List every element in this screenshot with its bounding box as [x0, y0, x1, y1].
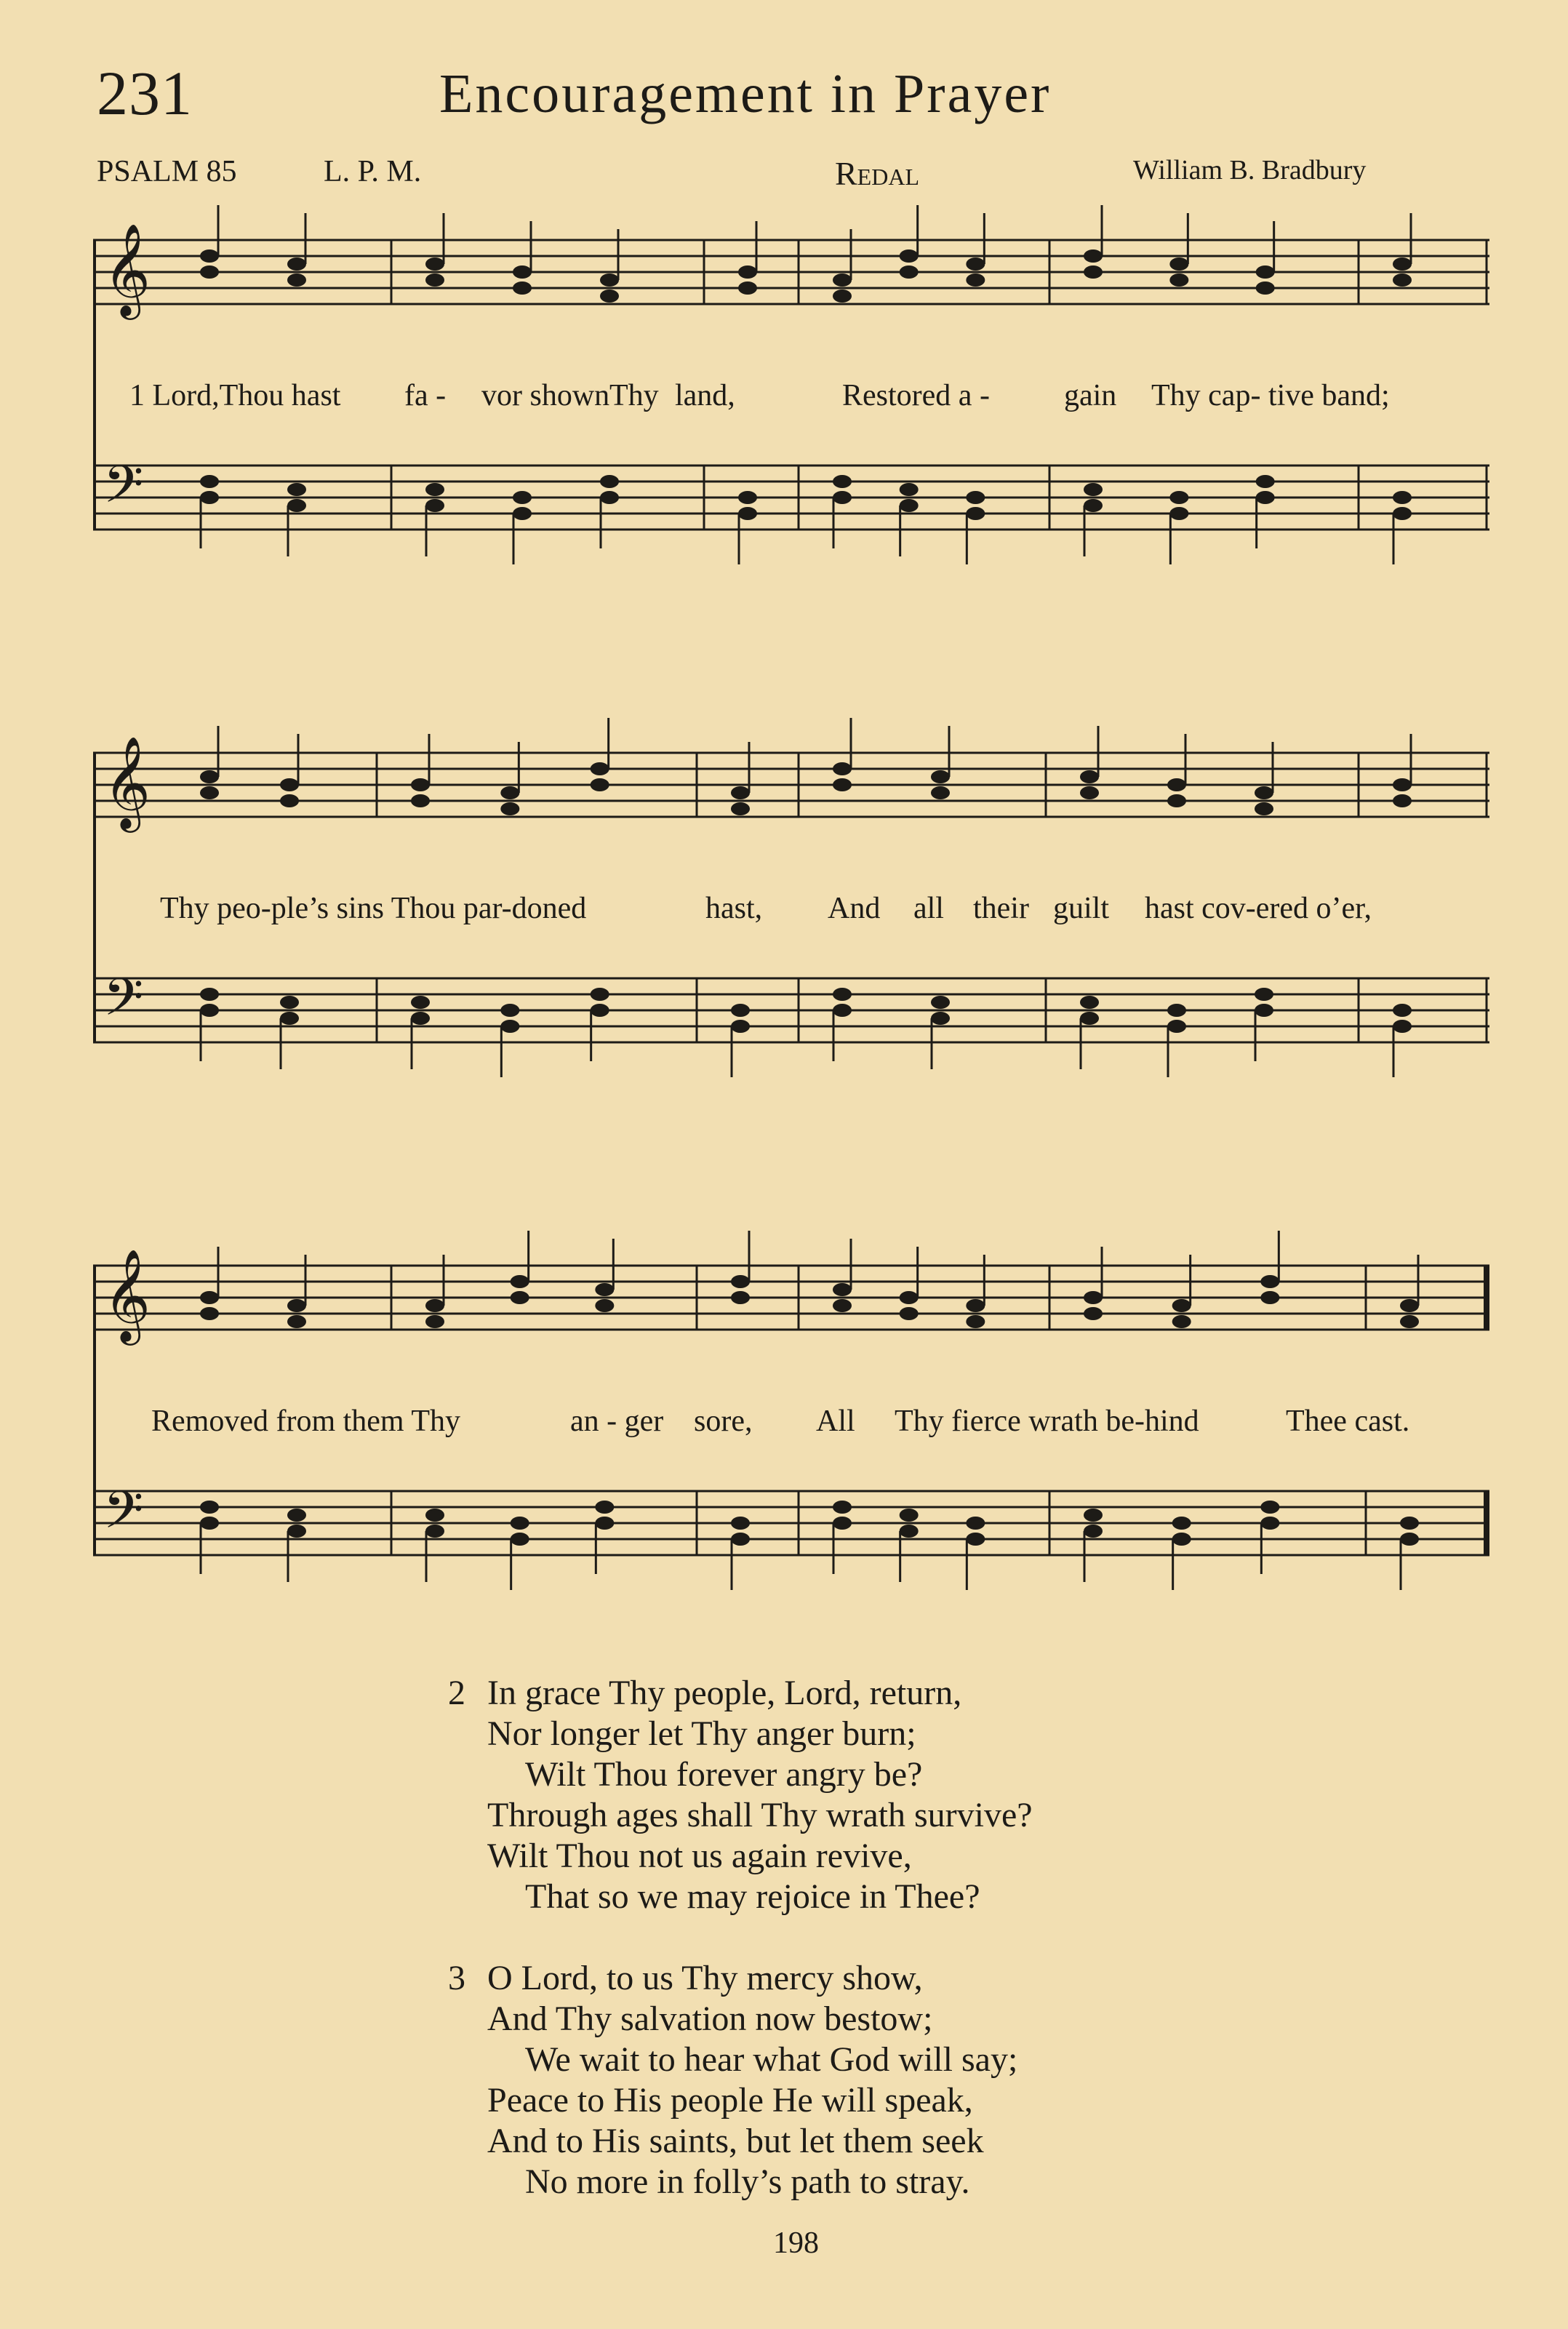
- bass-notehead: [200, 1501, 219, 1514]
- bass-notehead: [591, 988, 609, 1001]
- bass-clef-icon: 𝄢: [103, 967, 144, 1040]
- treble-notehead: [287, 257, 306, 271]
- treble-notehead: [1260, 1291, 1279, 1304]
- bass-notehead: [200, 1004, 219, 1017]
- treble-notehead: [1400, 1299, 1419, 1312]
- bass-notehead: [900, 499, 919, 512]
- treble-notehead: [287, 1315, 306, 1328]
- bass-notehead: [1084, 483, 1103, 496]
- treble-notehead: [1393, 257, 1412, 271]
- treble-notehead: [731, 1291, 750, 1304]
- treble-notehead: [411, 794, 430, 807]
- bass-notehead: [287, 1509, 306, 1522]
- bass-notehead: [1400, 1533, 1419, 1546]
- lyric-line-3: [93, 1404, 1489, 1447]
- treble-notehead: [287, 273, 306, 287]
- verse-line: Nor longer let Thy anger burn;: [487, 1714, 916, 1753]
- treble-notehead: [1255, 786, 1273, 799]
- lyric-syllable: sore,: [694, 1405, 753, 1438]
- treble-notehead: [600, 289, 619, 303]
- verse-line: And to His saints, but let them seek: [487, 2122, 984, 2160]
- bass-notehead: [1260, 1517, 1279, 1530]
- treble-notehead: [1084, 249, 1103, 263]
- bass-notehead: [280, 996, 299, 1009]
- treble-notehead: [931, 770, 950, 783]
- treble-notehead: [833, 778, 852, 791]
- bass-notehead: [833, 1004, 852, 1017]
- treble-notehead: [1400, 1315, 1419, 1328]
- music-system-1: [93, 189, 1489, 596]
- stanza-number: 3: [448, 1959, 465, 1997]
- tune-name: Redal: [835, 155, 919, 192]
- treble-notehead: [833, 1299, 852, 1312]
- treble-notehead: [900, 249, 919, 263]
- treble-notehead: [513, 281, 532, 295]
- lyric-syllable: Thy fierce wrath be-hind: [895, 1405, 1199, 1438]
- treble-notehead: [500, 786, 519, 799]
- bass-notehead: [1172, 1533, 1191, 1546]
- treble-notehead: [513, 265, 532, 279]
- hymn-title: Encouragement in Prayer: [439, 63, 1052, 124]
- treble-notehead: [1255, 802, 1273, 815]
- treble-notehead: [900, 1307, 919, 1320]
- bass-notehead: [966, 1517, 985, 1530]
- treble-notehead: [833, 1283, 852, 1296]
- treble-notehead: [1260, 1275, 1279, 1288]
- lyric-syllable: Restored a -: [842, 379, 990, 412]
- hymn-number: 231: [97, 58, 193, 128]
- lyric-syllable: Thy cap- tive band;: [1151, 379, 1390, 412]
- treble-notehead: [833, 273, 852, 287]
- treble-notehead: [511, 1275, 529, 1288]
- bass-notehead: [600, 475, 619, 488]
- bass-notehead: [900, 1509, 919, 1522]
- bass-notehead: [1393, 1020, 1412, 1033]
- treble-notehead: [280, 778, 299, 791]
- treble-notehead: [731, 802, 750, 815]
- treble-notehead: [731, 1275, 750, 1288]
- treble-notehead: [425, 273, 444, 287]
- treble-notehead: [833, 762, 852, 775]
- bass-notehead: [731, 1533, 750, 1546]
- treble-notehead: [425, 257, 444, 271]
- lyric-syllable: land,: [675, 379, 735, 412]
- treble-notehead: [200, 249, 219, 263]
- psalm-reference: PSALM 85: [97, 155, 237, 188]
- treble-notehead: [425, 1299, 444, 1312]
- treble-notehead: [738, 265, 757, 279]
- bass-notehead: [731, 1517, 750, 1530]
- bass-notehead: [287, 1525, 306, 1538]
- treble-notehead: [1393, 794, 1412, 807]
- lyric-syllable: hast cov-ered o’er,: [1145, 892, 1372, 925]
- bass-notehead: [1255, 988, 1273, 1001]
- bass-notehead: [1169, 491, 1188, 504]
- bass-notehead: [1167, 1004, 1186, 1017]
- lyric-syllable: 1 Lord,Thou hast: [129, 379, 341, 412]
- lyric-syllable: hast,: [705, 892, 763, 925]
- stanza-number: 2: [448, 1674, 465, 1712]
- bass-notehead: [280, 1012, 299, 1025]
- bass-notehead: [966, 1533, 985, 1546]
- treble-notehead: [1084, 1291, 1103, 1304]
- bass-notehead: [200, 988, 219, 1001]
- bass-notehead: [200, 475, 219, 488]
- verse-line: Through ages shall Thy wrath survive?: [487, 1796, 1033, 1834]
- bass-notehead: [425, 483, 444, 496]
- bass-notehead: [833, 475, 852, 488]
- lyric-syllable: fa -: [404, 379, 447, 412]
- treble-notehead: [1256, 265, 1275, 279]
- treble-notehead: [1172, 1299, 1191, 1312]
- bass-notehead: [1393, 491, 1412, 504]
- page-number: 198: [773, 2226, 819, 2260]
- lyric-syllable: all: [913, 892, 944, 925]
- bass-notehead: [511, 1533, 529, 1546]
- treble-notehead: [595, 1283, 614, 1296]
- verse-line: Wilt Thou forever angry be?: [525, 1755, 923, 1794]
- treble-notehead: [833, 289, 852, 303]
- lyric-syllable: Removed from them Thy: [151, 1405, 460, 1438]
- bass-notehead: [833, 1517, 852, 1530]
- treble-notehead: [595, 1299, 614, 1312]
- bass-notehead: [600, 491, 619, 504]
- bass-notehead: [411, 996, 430, 1009]
- treble-notehead: [411, 778, 430, 791]
- verse-line: Peace to His people He will speak,: [487, 2081, 973, 2120]
- treble-notehead: [1393, 778, 1412, 791]
- treble-notehead: [200, 265, 219, 279]
- treble-notehead: [591, 778, 609, 791]
- verse-line: Wilt Thou not us again revive,: [487, 1837, 912, 1875]
- bass-notehead: [425, 1525, 444, 1538]
- bass-notehead: [511, 1517, 529, 1530]
- bass-notehead: [900, 1525, 919, 1538]
- treble-clef-icon: 𝄞: [103, 735, 151, 828]
- treble-notehead: [1167, 794, 1186, 807]
- bass-notehead: [200, 1517, 219, 1530]
- bass-notehead: [833, 988, 852, 1001]
- treble-notehead: [1080, 786, 1099, 799]
- bass-notehead: [738, 491, 757, 504]
- bass-notehead: [1400, 1517, 1419, 1530]
- treble-notehead: [287, 1299, 306, 1312]
- composer: William B. Bradbury: [1133, 155, 1367, 185]
- lyric-syllable: All: [816, 1405, 855, 1438]
- treble-notehead: [1393, 273, 1412, 287]
- treble-notehead: [1169, 273, 1188, 287]
- bass-notehead: [1256, 475, 1275, 488]
- treble-notehead: [500, 802, 519, 815]
- bass-notehead: [1084, 1525, 1103, 1538]
- treble-notehead: [200, 1307, 219, 1320]
- bass-notehead: [200, 491, 219, 504]
- bass-notehead: [1080, 1012, 1099, 1025]
- bass-clef-icon: 𝄢: [103, 1480, 144, 1553]
- treble-notehead: [731, 786, 750, 799]
- stanza-2: [449, 1673, 1033, 1917]
- verse-line: No more in folly’s path to stray.: [525, 2162, 970, 2201]
- bass-notehead: [1393, 1004, 1412, 1017]
- treble-notehead: [1172, 1315, 1191, 1328]
- bass-notehead: [1393, 507, 1412, 520]
- bass-notehead: [738, 507, 757, 520]
- treble-notehead: [966, 1299, 985, 1312]
- lyric-syllable: guilt: [1053, 892, 1110, 925]
- meter: L. P. M.: [324, 155, 422, 188]
- bass-notehead: [425, 499, 444, 512]
- bass-notehead: [1080, 996, 1099, 1009]
- bass-notehead: [425, 1509, 444, 1522]
- treble-notehead: [1084, 265, 1103, 279]
- bass-notehead: [900, 483, 919, 496]
- bass-notehead: [731, 1004, 750, 1017]
- music-system-3: [93, 1215, 1489, 1622]
- bass-notehead: [1084, 1509, 1103, 1522]
- bass-notehead: [595, 1517, 614, 1530]
- treble-notehead: [1084, 1307, 1103, 1320]
- treble-notehead: [591, 762, 609, 775]
- bass-notehead: [411, 1012, 430, 1025]
- treble-notehead: [966, 273, 985, 287]
- bass-notehead: [966, 507, 985, 520]
- treble-notehead: [1169, 257, 1188, 271]
- treble-notehead: [966, 257, 985, 271]
- lyric-syllable: an - ger: [570, 1405, 664, 1438]
- bass-notehead: [500, 1004, 519, 1017]
- bass-notehead: [513, 491, 532, 504]
- bass-notehead: [591, 1004, 609, 1017]
- verse-line: In grace Thy people, Lord, return,: [487, 1674, 962, 1712]
- treble-notehead: [900, 265, 919, 279]
- bass-notehead: [1167, 1020, 1186, 1033]
- lyric-syllable: vor shown: [481, 379, 610, 412]
- treble-notehead: [600, 273, 619, 287]
- lyric-line-2: [93, 891, 1489, 935]
- treble-notehead: [738, 281, 757, 295]
- treble-notehead: [900, 1291, 919, 1304]
- treble-notehead: [511, 1291, 529, 1304]
- verse-line: We wait to hear what God will say;: [525, 2040, 1018, 2079]
- treble-clef-icon: 𝄞: [103, 1248, 151, 1341]
- music-system-2: [93, 702, 1489, 1109]
- bass-notehead: [833, 491, 852, 504]
- bass-notehead: [1084, 499, 1103, 512]
- bass-notehead: [500, 1020, 519, 1033]
- bass-notehead: [731, 1020, 750, 1033]
- lyric-line-1: [93, 378, 1489, 422]
- bass-notehead: [1256, 491, 1275, 504]
- bass-notehead: [513, 507, 532, 520]
- lyric-syllable: Thee cast.: [1286, 1405, 1410, 1438]
- bass-notehead: [1172, 1517, 1191, 1530]
- treble-notehead: [931, 786, 950, 799]
- verse-line: O Lord, to us Thy mercy show,: [487, 1959, 923, 1997]
- bass-notehead: [1169, 507, 1188, 520]
- treble-notehead: [1256, 281, 1275, 295]
- bass-notehead: [833, 1501, 852, 1514]
- bass-notehead: [931, 1012, 950, 1025]
- treble-notehead: [425, 1315, 444, 1328]
- lyric-syllable: Thy: [609, 379, 659, 412]
- treble-notehead: [966, 1315, 985, 1328]
- bass-notehead: [287, 499, 306, 512]
- lyric-syllable: gain: [1064, 379, 1117, 412]
- bass-notehead: [287, 483, 306, 496]
- additional-verses: [449, 1673, 1033, 2243]
- treble-notehead: [1080, 770, 1099, 783]
- bass-notehead: [931, 996, 950, 1009]
- treble-notehead: [1167, 778, 1186, 791]
- bass-notehead: [966, 491, 985, 504]
- treble-notehead: [280, 794, 299, 807]
- bass-notehead: [1260, 1501, 1279, 1514]
- treble-clef-icon: 𝄞: [103, 223, 151, 316]
- bass-clef-icon: 𝄢: [103, 455, 144, 527]
- lyric-syllable: And: [828, 892, 881, 925]
- bass-notehead: [595, 1501, 614, 1514]
- treble-notehead: [200, 786, 219, 799]
- lyric-syllable: their: [973, 892, 1029, 925]
- lyric-syllable: Thy peo-ple’s sins Thou par-doned: [160, 892, 587, 925]
- treble-notehead: [200, 770, 219, 783]
- treble-notehead: [200, 1291, 219, 1304]
- stanza-3: [449, 1958, 1033, 2202]
- verse-line: That so we may rejoice in Thee?: [525, 1877, 980, 1916]
- verse-line: And Thy salvation now bestow;: [487, 2000, 933, 2038]
- bass-notehead: [1255, 1004, 1273, 1017]
